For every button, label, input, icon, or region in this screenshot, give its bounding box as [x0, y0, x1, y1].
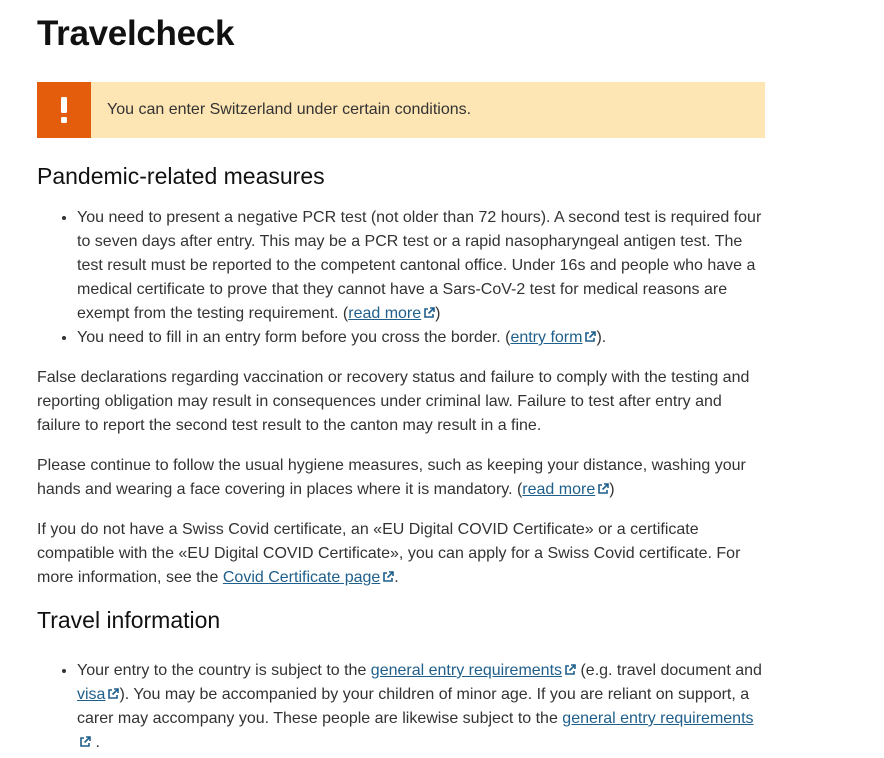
alert-banner	[37, 82, 765, 138]
external-link-icon	[584, 331, 596, 343]
covid-certificate-link[interactable]: Covid Certificate page	[223, 569, 394, 586]
general-entry-requirements-link[interactable]: general entry requirements	[77, 710, 754, 751]
certificate-paragraph: If you do not have a Swiss Covid certificate, an «EU Digital COVID Certificate» or a certificate compatible with the «EU Digital COVID Certificate», you can apply for a Swiss Covid certificate. For more information, see the Covid Certificate page .	[37, 521, 741, 586]
exclamation-icon	[37, 82, 91, 138]
list-item: • You need to fill in an entry form before you cross the border. (entry form ).	[77, 326, 765, 350]
pandemic-list	[37, 206, 765, 350]
alert-text: You can enter Switzerland under certain conditions.	[107, 101, 472, 118]
travel-list	[37, 659, 765, 755]
hygiene-paragraph: Please continue to follow the usual hygiene measures, such as keeping your distance, washing your hands and wearing a face covering in places where it is mandatory. (read more )	[37, 457, 746, 498]
visa-link[interactable]: visa	[77, 686, 119, 703]
read-more-link[interactable]: read more	[522, 481, 609, 498]
general-entry-requirements-link[interactable]: general entry requirements	[371, 662, 576, 679]
pandemic-heading: Pandemic-related measures	[37, 163, 325, 189]
page-title: Travelcheck	[37, 14, 235, 53]
list-item: • Your entry to the country is subject to the general entry requirements (e.g. travel document and visa ). You may be accompanied by your children of minor age. If you are reliant on support, a carer may accompany you. These people are likewise subject to the general entry requirements .	[77, 659, 765, 755]
bullet-text: You need to present a negative PCR test (not older than 72 hours). A second test is required four to seven days after entry. This may be a PCR test or a rapid nasopharyngeal antigen test. The test result must be reported to the competent cantonal office. Under 16s and people who have a medical certificate to prove that they cannot have a Sars-CoV-2 test for medical reasons are exempt from the testing requirement. (	[77, 209, 762, 322]
declarations-paragraph: False declarations regarding vaccination or recovery status and failure to comply with the testing and reporting obligation may result in consequences under criminal law. Failure to test after entry and failure to report the second test result to the canton may result in a fine.	[37, 369, 750, 434]
read-more-link[interactable]: read more	[348, 305, 435, 322]
external-link-icon	[107, 688, 119, 700]
external-link-icon	[597, 483, 609, 495]
list-item: • You need to present a negative PCR test (not older than 72 hours). A second test is required four to seven days after entry. This may be a PCR test or a rapid nasopharyngeal antigen test. The test result must be reported to the competent cantonal office. Under 16s and people who have a medical certificate to prove that they cannot have a Sars-CoV-2 test for medical reasons are exempt from the testing requirement. (read more )	[77, 206, 765, 326]
external-link-icon	[564, 664, 576, 676]
bullet-text: You need to fill in an entry form before you cross the border. (	[77, 329, 511, 346]
entry-form-link[interactable]: entry form	[510, 329, 596, 346]
external-link-icon	[423, 307, 435, 319]
external-link-icon	[79, 736, 91, 748]
travel-heading: Travel information	[37, 607, 221, 633]
external-link-icon	[382, 571, 394, 583]
